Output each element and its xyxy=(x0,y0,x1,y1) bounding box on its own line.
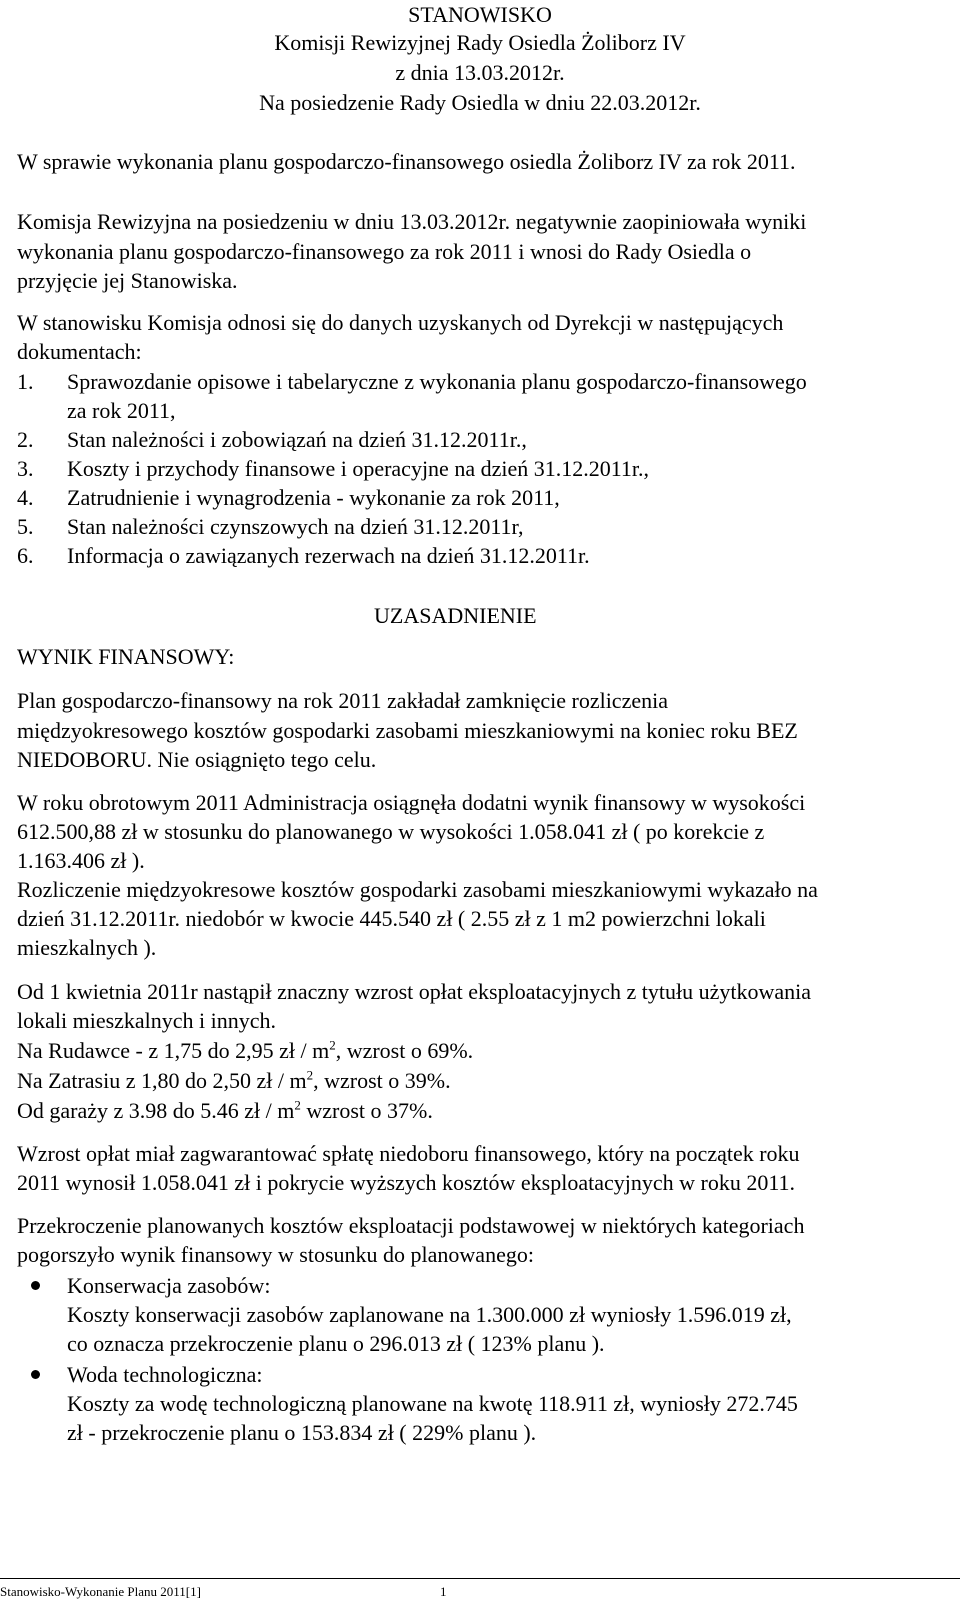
list-item-number: 6. xyxy=(17,543,34,568)
footer-page-number: 1 xyxy=(440,1584,447,1599)
header-date: z dnia 13.03.2012r. xyxy=(395,60,565,85)
list-item-number: 3. xyxy=(17,456,34,481)
intro-line: przyjęcie jej Stanowiska. xyxy=(17,268,238,293)
paragraph-line: W roku obrotowym 2011 Administracja osiągnęła dodatni wynik finansowy w wysokości xyxy=(17,790,806,815)
bullet-line: Koszty za wodę technologiczną planowane na kwotę 118.911 zł, wyniosły 272.745 xyxy=(67,1391,798,1416)
paragraph-line: NIEDOBORU. Nie osiągnięto tego celu. xyxy=(17,747,377,772)
list-item-number: 1. xyxy=(17,369,34,394)
rate-text: wzrost o 37%. xyxy=(300,1098,433,1123)
list-item: Informacja o zawiązanych rezerwach na dzień 31.12.2011r. xyxy=(67,543,590,568)
paragraph-line: Przekroczenie planowanych kosztów eksploatacji podstawowej w niektórych kategoriach xyxy=(17,1213,805,1238)
bullet-icon xyxy=(31,1370,40,1379)
paragraph-line: pogorszyło wynik finansowy w stosunku do planowanego: xyxy=(17,1242,534,1267)
paragraph-line: 612.500,88 zł w stosunku do planowanego w wysokości 1.058.041 zł ( po korekcie z xyxy=(17,819,765,844)
financial-heading: WYNIK FINANSOWY: xyxy=(17,644,235,669)
bullet-title: Konserwacja zasobów: xyxy=(67,1273,271,1298)
rate-text: Na Rudawce - z 1,75 do 2,95 zł / m xyxy=(17,1038,330,1063)
footer-divider xyxy=(0,1578,960,1579)
paragraph-line: lokali mieszkalnych i innych. xyxy=(17,1008,277,1033)
bullet-line: zł - przekroczenie planu o 153.834 zł ( 229% planu ). xyxy=(67,1420,537,1445)
list-item: za rok 2011, xyxy=(67,398,176,423)
rate-superscript: 2 xyxy=(294,1097,301,1113)
rate-line xyxy=(17,1096,433,1126)
paragraph-line: 2011 wynosił 1.058.041 zł i pokrycie wyższych kosztów eksploatacyjnych w roku 2011. xyxy=(17,1170,796,1195)
bullet-icon xyxy=(31,1281,40,1290)
subject-line: W sprawie wykonania planu gospodarczo-finansowego osiedla Żoliborz IV za rok 2011. xyxy=(17,149,796,174)
list-item: Sprawozdanie opisowe i tabelaryczne z wykonania planu gospodarczo-finansowego xyxy=(67,369,807,394)
paragraph-line: mieszkalnych ). xyxy=(17,935,157,960)
list-item: Koszty i przychody finansowe i operacyjne na dzień 31.12.2011r., xyxy=(67,456,650,481)
sources-intro-line: dokumentach: xyxy=(17,339,142,364)
intro-line: wykonania planu gospodarczo-finansowego za rok 2011 i wnosi do Rady Osiedla o xyxy=(17,239,752,264)
footer-filename: Stanowisko-Wykonanie Planu 2011[1] xyxy=(0,1584,201,1599)
paragraph-line: Wzrost opłat miał zagwarantować spłatę niedoboru finansowego, który na początek roku xyxy=(17,1141,800,1166)
paragraph-line: Rozliczenie międzyokresowe kosztów gospodarki zasobami mieszkaniowymi wykazało na xyxy=(17,877,818,902)
sources-intro-line: W stanowisku Komisja odnosi się do danych uzyskanych od Dyrekcji w następujących xyxy=(17,310,784,335)
rate-superscript: 2 xyxy=(329,1037,336,1053)
rate-text: , wzrost o 39%. xyxy=(313,1068,451,1093)
list-item-number: 5. xyxy=(17,514,34,539)
list-item: Stan należności czynszowych na dzień 31.12.2011r, xyxy=(67,514,524,539)
rate-superscript: 2 xyxy=(306,1067,314,1083)
header-committee: Komisji Rewizyjnej Rady Osiedla Żoliborz IV xyxy=(274,30,686,55)
list-item-number: 4. xyxy=(17,485,34,510)
paragraph-line: 1.163.406 zł ). xyxy=(17,848,145,873)
bullet-line: co oznacza przekroczenie planu o 296.013 zł ( 123% planu ). xyxy=(67,1331,605,1356)
list-item: Stan należności i zobowiązań na dzień 31.12.2011r., xyxy=(67,427,527,452)
rate-text: Od garaży z 3.98 do 5.46 zł / m xyxy=(17,1098,295,1123)
rate-text: , wzrost o 69%. xyxy=(335,1038,474,1063)
intro-line: Komisja Rewizyjna na posiedzeniu w dniu 13.03.2012r. negatywnie zaopiniowała wyniki xyxy=(17,209,807,234)
header-meeting: Na posiedzenie Rady Osiedla w dniu 22.03.2012r. xyxy=(259,90,701,115)
paragraph-line: Od 1 kwietnia 2011r nastąpił znaczny wzrost opłat eksploatacyjnych z tytułu użytkowania xyxy=(17,979,812,1004)
bullet-line: Koszty konserwacji zasobów zaplanowane na 1.300.000 zł wyniosły 1.596.019 zł, xyxy=(67,1302,792,1327)
bullet-title: Woda technologiczna: xyxy=(67,1362,263,1387)
list-item-number: 2. xyxy=(17,427,34,452)
paragraph-line: dzień 31.12.2011r. niedobór w kwocie 445.540 zł ( 2.55 zł z 1 m2 powierzchni lokali xyxy=(17,906,766,931)
rate-line xyxy=(17,1036,473,1066)
doc-title: STANOWISKO xyxy=(408,2,552,27)
rate-text: Na Zatrasiu z 1,80 do 2,50 zł / m xyxy=(17,1068,307,1093)
justification-heading: UZASADNIENIE xyxy=(374,603,537,628)
rate-line xyxy=(17,1066,451,1096)
paragraph-line: Plan gospodarczo-finansowy na rok 2011 zakładał zamknięcie rozliczenia xyxy=(17,688,668,713)
paragraph-line: międzyokresowego kosztów gospodarki zasobami mieszkaniowymi na koniec roku BEZ xyxy=(17,718,798,743)
list-item: Zatrudnienie i wynagrodzenia - wykonanie za rok 2011, xyxy=(67,485,560,510)
